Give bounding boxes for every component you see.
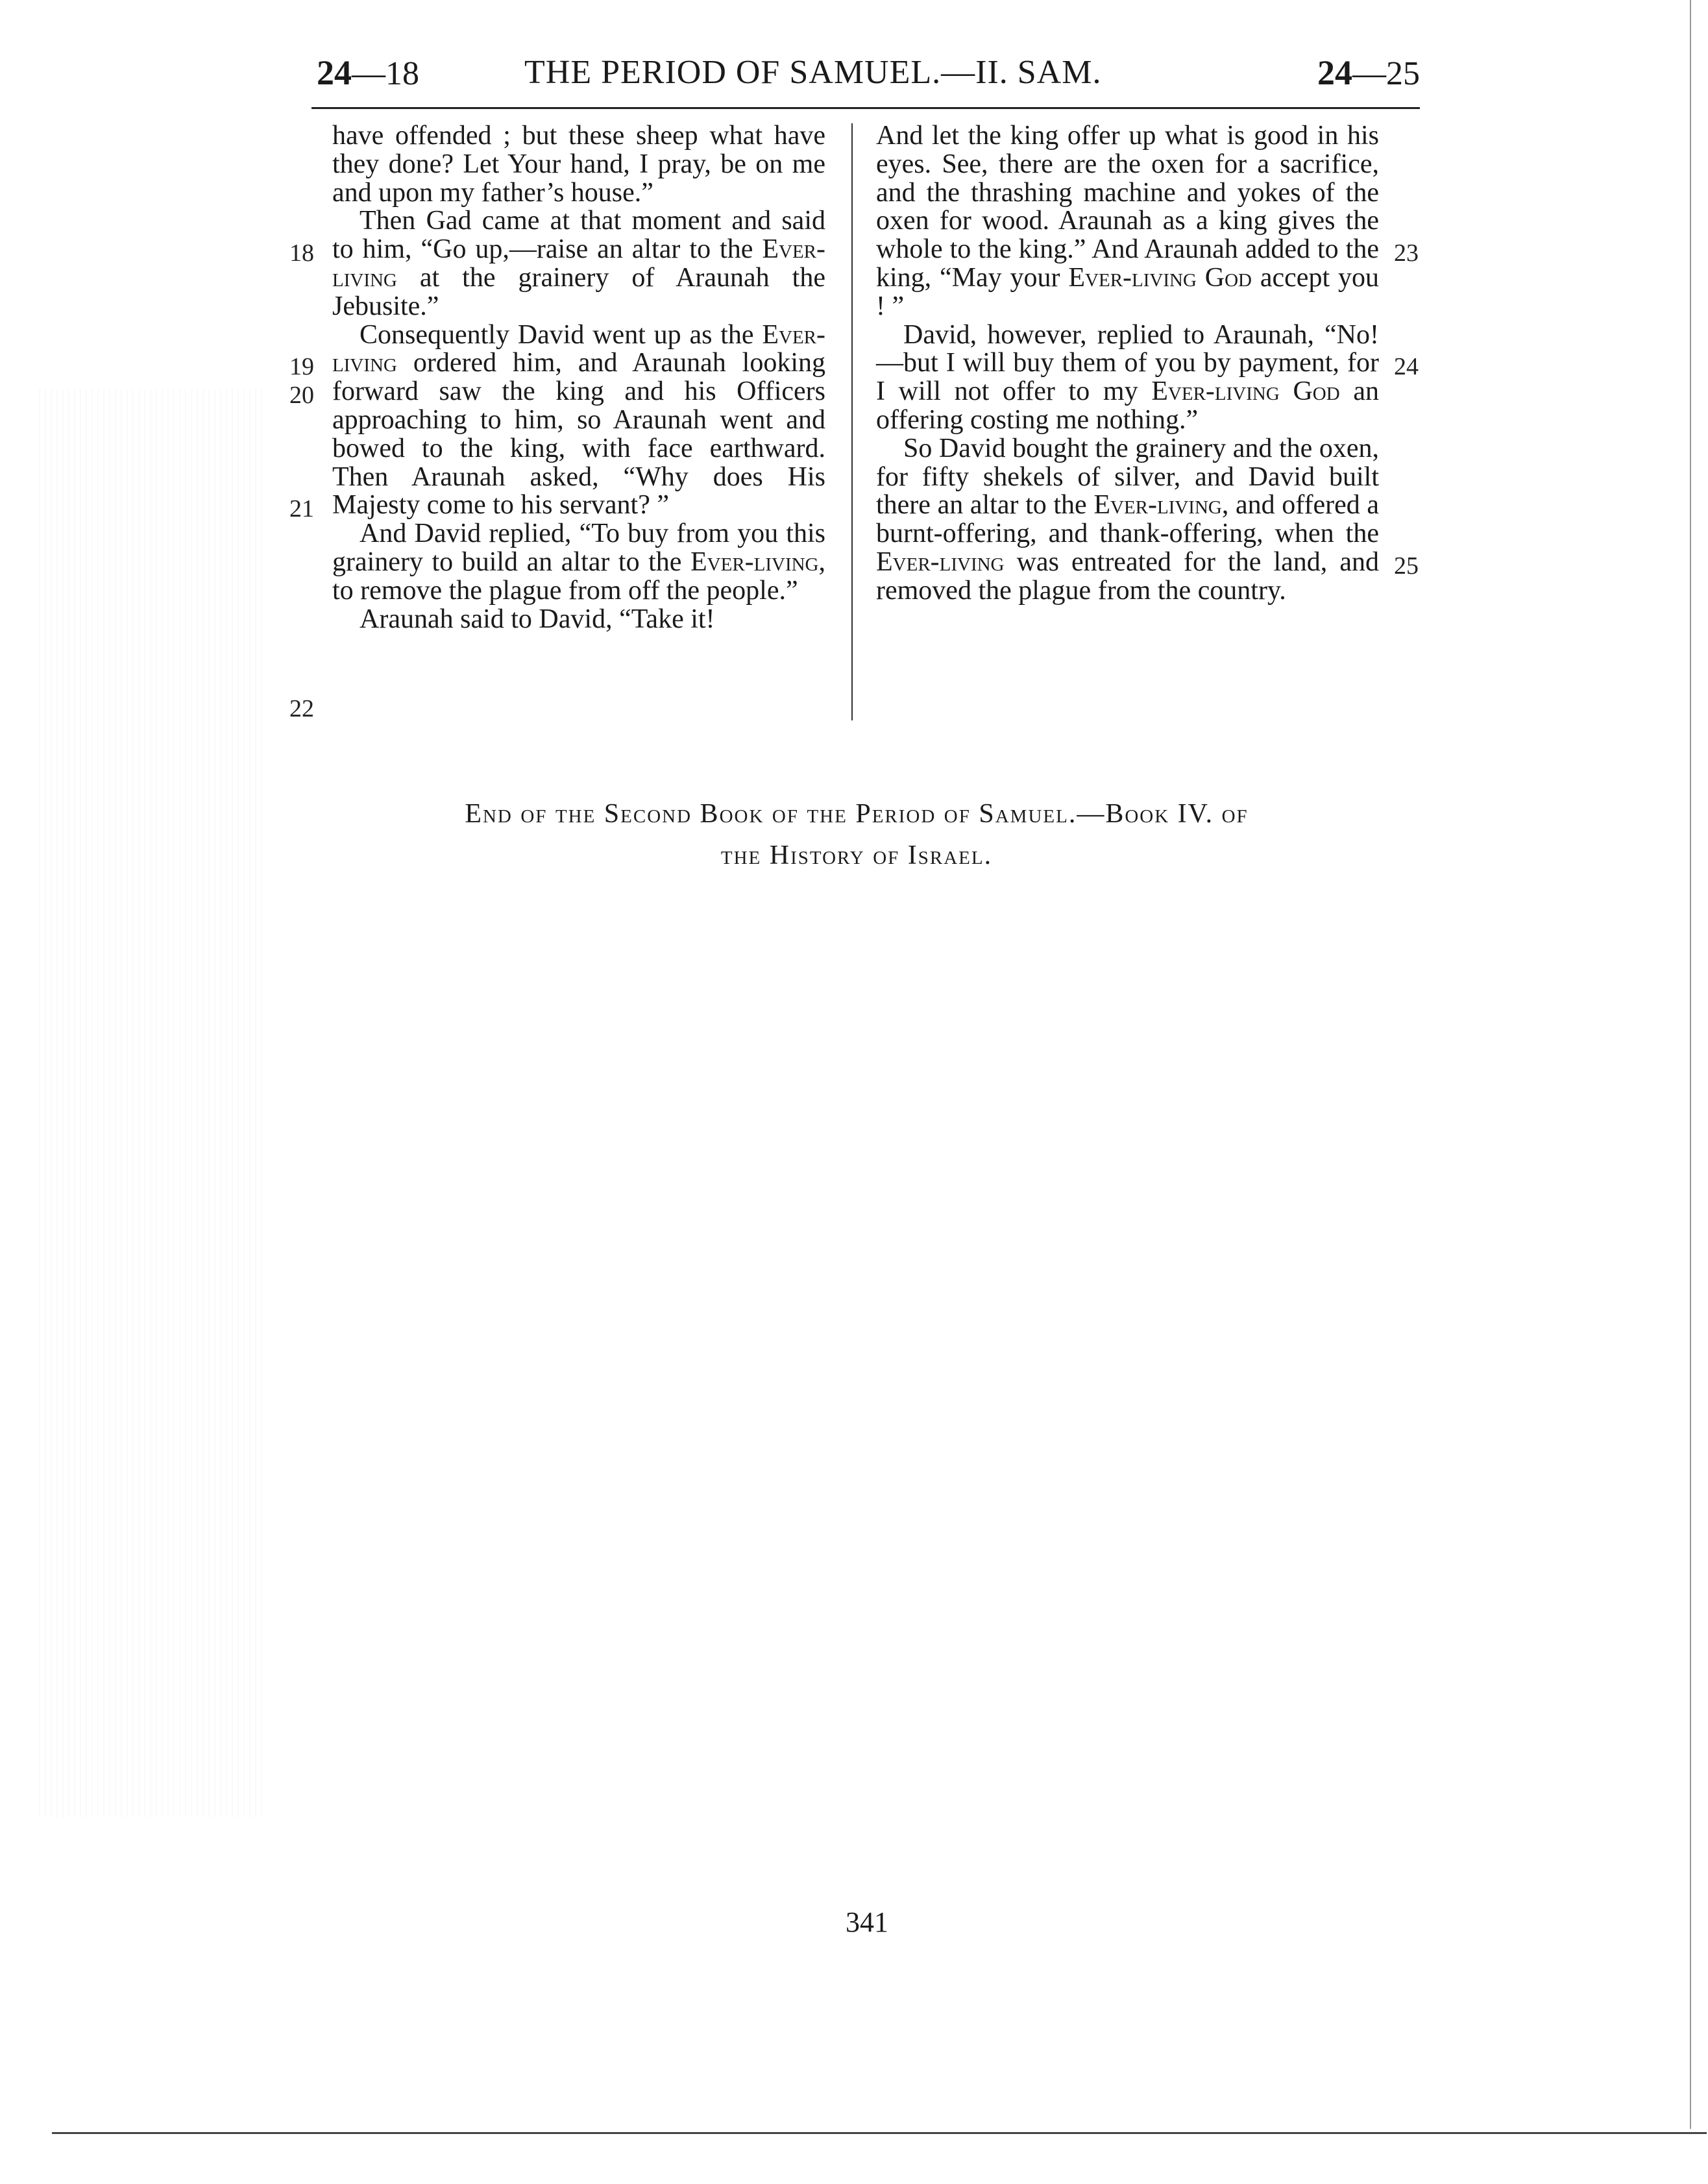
paragraph — [332, 122, 825, 207]
small-caps-divine-name: Ever-living — [332, 319, 825, 378]
running-header — [317, 47, 1420, 99]
header-verse-start: —18 — [352, 55, 419, 92]
paragraph-text: was entreated for the land, and removed the plague from the country. — [876, 546, 1379, 606]
small-caps-divine-name: Ever-living God — [1068, 262, 1252, 293]
small-caps-divine-name: Ever-living God — [1151, 376, 1340, 407]
small-caps-divine-name: Ever-living — [690, 546, 819, 577]
small-caps-divine-name: Ever-living — [876, 546, 1005, 577]
verse-number-20: 20 — [289, 382, 314, 409]
verse-number-21: 21 — [289, 495, 314, 522]
verse-number-23: 23 — [1394, 239, 1419, 267]
end-note-line-1: End of the Second Book of the Period of Samuel.—Book IV. of — [465, 799, 1249, 829]
paragraph — [876, 122, 1379, 321]
header-rule — [311, 107, 1420, 109]
header-reference-start — [317, 47, 419, 100]
verse-number-24: 24 — [1394, 353, 1419, 380]
page-edge-line — [1690, 0, 1691, 2129]
paragraph — [876, 321, 1379, 435]
verse-number-18: 18 — [289, 239, 314, 267]
page-number: 341 — [846, 1906, 888, 1938]
right-column — [876, 122, 1379, 606]
running-title: THE PERIOD OF SAMUEL.—II. SAM. — [524, 54, 1102, 91]
paragraph — [876, 435, 1379, 606]
paragraph-text: Araunah said to David, “Take it! — [360, 604, 715, 634]
paragraph-text: So David bought the grainery and the oxen, for fifty shekels of silver, and David built there an altar to the — [876, 433, 1379, 521]
left-column — [332, 122, 825, 633]
paragraph-text: , and offered a burnt-offering, and thank-offering, when the — [876, 490, 1380, 549]
end-note-line-2: the History of Israel. — [720, 840, 993, 870]
column-divider — [851, 123, 853, 720]
header-verse-end: —25 — [1352, 55, 1420, 92]
small-caps-divine-name: Ever-living — [1093, 490, 1222, 521]
header-chapter-end: 24 — [1317, 53, 1352, 92]
small-caps-divine-name: Ever-living — [332, 234, 825, 293]
paragraph-text: have offended ; but these sheep what have they done? Let Your hand, I pray, be on me and upon my father’s house.” — [332, 121, 825, 208]
book-end-note — [305, 793, 1408, 876]
paragraph — [332, 520, 825, 605]
verse-number-25: 25 — [1394, 552, 1419, 580]
scan-margin-noise — [39, 389, 266, 1817]
paragraph-text: accept you ! ” — [876, 262, 1379, 321]
paragraph-text: And David replied, “To buy from you this grainery to build an altar to the — [332, 519, 825, 577]
paragraph-text: David, however, replied to Araunah, “No!—but I will buy them of you by payment, for I will not offer to my — [876, 319, 1379, 407]
header-chapter-start: 24 — [317, 53, 352, 92]
verse-number-19: 19 — [289, 353, 314, 380]
paragraph-text: ordered him, and Araunah looking forward saw the king and his Officers approaching to him, so Araunah went and bowed to the king, with face earthward. Then Araunah asked, “Why does His Majesty come to his servant? ” — [332, 348, 826, 521]
paragraph-text: an offering costing me nothing.” — [876, 376, 1380, 435]
paragraph — [332, 207, 825, 321]
paragraph-text: And let the king offer up what is good in his eyes. See, there are the oxen for a sacrifice, and the thrashing machine and yokes of the oxen for wood. Araunah as a king gives the whole to the king.” And Araunah added to the king, “May your — [876, 121, 1379, 293]
paragraph — [332, 321, 825, 521]
verse-number-22: 22 — [289, 695, 314, 722]
paragraph-text: Then Gad came at that moment and said to him, “Go up,—raise an altar to the — [332, 206, 825, 265]
paragraph-text: Consequently David went up as the — [360, 319, 754, 350]
header-reference-end — [1317, 47, 1420, 100]
paragraph — [332, 606, 825, 634]
paragraph-text: at the grainery of Araunah the Jebusite.” — [332, 262, 825, 321]
paragraph-text: , to remove the plague from off the people.” — [332, 546, 825, 606]
bottom-scan-edge — [52, 2132, 1707, 2134]
